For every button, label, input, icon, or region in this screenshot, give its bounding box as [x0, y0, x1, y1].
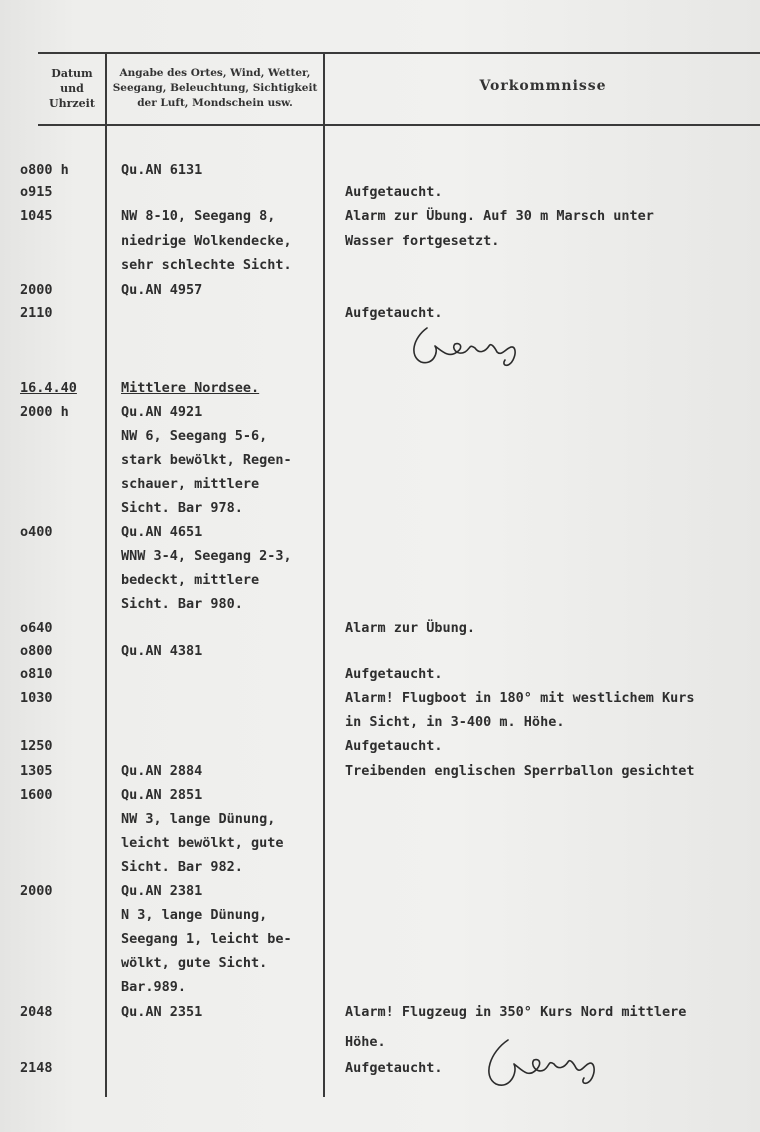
entry-event: Höhe.	[345, 1034, 386, 1050]
entry-place: Qu.AN 6131	[121, 162, 203, 178]
entry-time: 1305	[20, 763, 53, 779]
entry-place: sehr schlechte Sicht.	[121, 257, 292, 273]
entry-place: stark bewölkt, Regen-	[121, 452, 292, 468]
entry-time: o800 h	[20, 162, 69, 178]
entry-place: Qu.AN 4957	[121, 282, 203, 298]
signature-mark	[478, 1036, 618, 1092]
entry-event: Alarm zur Übung.	[345, 620, 476, 636]
entry-time: o915	[20, 184, 53, 200]
entry-event: Aufgetaucht.	[345, 184, 443, 200]
entry-time: 2000	[20, 883, 53, 899]
entry-time: o810	[20, 666, 53, 682]
entry-place: niedrige Wolkendecke,	[121, 233, 292, 249]
header-location-weather: Angabe des Ortes, Wind, Wetter, Seegang, Beleuchtung, Sichtigkeit der Luft, Mondschein usw.	[112, 67, 318, 109]
entry-place: Qu.AN 2884	[121, 763, 203, 779]
entry-place: Qu.AN 4651	[121, 524, 203, 540]
entry-time: 1045	[20, 208, 53, 224]
entry-time: 1250	[20, 738, 53, 754]
entry-event: Wasser fortgesetzt.	[345, 233, 500, 249]
entry-event: Aufgetaucht.	[345, 1060, 443, 1076]
entry-place: Sicht. Bar 978.	[121, 500, 243, 516]
entry-time: 2000	[20, 282, 53, 298]
entry-event: Treibenden englischen Sperrballon gesichtet	[345, 763, 695, 779]
entry-place: Sicht. Bar 980.	[121, 596, 243, 612]
entry-time: 2148	[20, 1060, 53, 1076]
entry-time: o800	[20, 643, 53, 659]
column-divider-2	[323, 52, 325, 1097]
entry-place: Qu.AN 4381	[121, 643, 203, 659]
entry-place: schauer, mittlere	[121, 476, 260, 492]
column-divider-1	[105, 52, 107, 1097]
top-rule	[38, 52, 760, 54]
header-date-time: Datum und Uhrzeit	[49, 67, 95, 110]
entry-place: leicht bewölkt, gute	[121, 835, 284, 851]
entry-time: 1600	[20, 787, 53, 803]
entry-place: Qu.AN 4921	[121, 404, 203, 420]
entry-place: bedeckt, mittlere	[121, 572, 260, 588]
entry-place: Bar.989.	[121, 979, 187, 995]
entry-place: Qu.AN 2381	[121, 883, 203, 899]
entry-place: Qu.AN 2351	[121, 1004, 203, 1020]
entry-event: Aufgetaucht.	[345, 305, 443, 321]
header-rule	[38, 124, 760, 126]
entry-place: NW 8-10, Seegang 8,	[121, 208, 276, 224]
entry-event: in Sicht, in 3-400 m. Höhe.	[345, 714, 565, 730]
entry-place: NW 6, Seegang 5-6,	[121, 428, 268, 444]
entry-time: o400	[20, 524, 53, 540]
header-events: Vorkommnisse	[479, 78, 607, 94]
entry-event: Aufgetaucht.	[345, 666, 443, 682]
entry-event: Alarm zur Übung. Auf 30 m Marsch unter	[345, 208, 654, 224]
entry-event: Alarm! Flugboot in 180° mit westlichem Kurs	[345, 690, 695, 706]
entry-place: WNW 3-4, Seegang 2-3,	[121, 548, 292, 564]
area-heading: Mittlere Nordsee.	[121, 380, 260, 396]
entry-place: Seegang 1, leicht be-	[121, 931, 292, 947]
date-heading: 16.4.40	[20, 380, 77, 396]
entry-event: Aufgetaucht.	[345, 738, 443, 754]
entry-time: 2000 h	[20, 404, 69, 420]
entry-place: N 3, lange Dünung,	[121, 907, 268, 923]
entry-event: Alarm! Flugzeug in 350° Kurs Nord mittlere	[345, 1004, 687, 1020]
entry-place: wölkt, gute Sicht.	[121, 955, 268, 971]
entry-place: Qu.AN 2851	[121, 787, 203, 803]
entry-place: Sicht. Bar 982.	[121, 859, 243, 875]
entry-time: o640	[20, 620, 53, 636]
signature-mark	[405, 322, 535, 372]
entry-time: 1030	[20, 690, 53, 706]
entry-place: NW 3, lange Dünung,	[121, 811, 276, 827]
entry-time: 2110	[20, 305, 53, 321]
entry-time: 2048	[20, 1004, 53, 1020]
